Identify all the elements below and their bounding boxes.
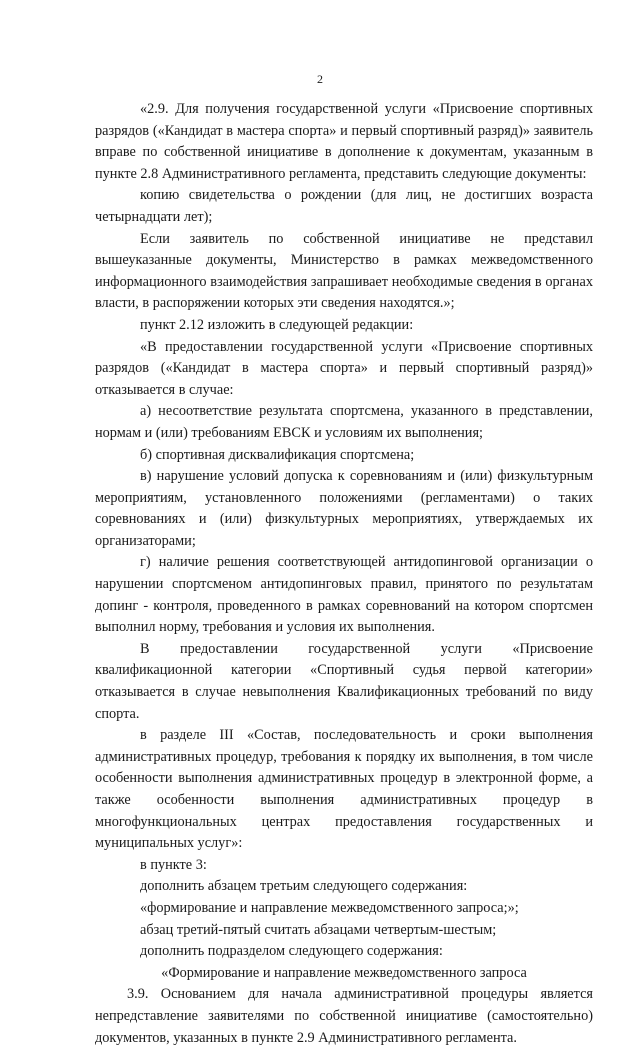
- paragraph: Если заявитель по собственной инициативе не представил вышеуказанные документы, Министерство в рамках межведомственного информационного взаимодействия запрашивает необходимые сведения в органах власти, в распоряжении которых эти сведения находятся.»;: [95, 230, 593, 312]
- document-body: [95, 99, 593, 1049]
- paragraph: в) нарушение условий допуска к соревнованиям и (или) физкультурным мероприятиям, установленного положениями (регламентами) о таких соревнованиях и (или) физкультурных мероприятиях, утверждаемых их организаторами;: [95, 468, 593, 549]
- paragraph: копию свидетельства о рождении (для лиц, не достигших возраста четырнадцати лет);: [95, 187, 593, 225]
- paragraph: «Формирование и направление межведомственного запроса: [161, 964, 527, 981]
- paragraph: дополнить подразделом следующего содержания:: [140, 943, 443, 960]
- paragraph: а) несоответствие результата спортсмена, указанного в представлении, нормам и (или) требованиям ЕВСК и условиям их выполнения;: [95, 403, 593, 441]
- paragraph: «формирование и направление межведомственного запроса;»;: [140, 899, 519, 916]
- paragraph: 3.9. Основанием для начала административной процедуры является непредставление заявителями по собственной инициативе (самостоятельно) документов, указанных в пункте 2.9 Административного регламента.: [95, 986, 593, 1046]
- paragraph: «2.9. Для получения государственной услуги «Присвоение спортивных разрядов («Кандидат в мастера спорта» и первый спортивный разряд)» заявитель вправе по собственной инициативе в дополнение к документам, указанным в пункте 2.8 Административного регламента, представить следующие документы:: [95, 101, 593, 182]
- paragraph: б) спортивная дисквалификация спортсмена;: [140, 446, 415, 463]
- paragraph: абзац третий-пятый считать абзацами четвертым-шестым;: [140, 921, 497, 938]
- paragraph: в разделе III «Состав, последовательность и сроки выполнения административных процедур, требования к порядку их выполнения, в том числе особенности выполнения административных процедур в электронной форме, а также особенности выполнения административных процедур в многофункциональных центрах предоставления государственных и муниципальных услуг»:: [95, 727, 593, 852]
- paragraph: В предоставлении государственной услуги «Присвоение квалификационной категории «Спортивный судья первой категории» отказывается в случае невыполнения Квалификационных требований по виду спорта.: [95, 640, 593, 722]
- paragraph: дополнить абзацем третьим следующего содержания:: [140, 878, 468, 895]
- page-number: 2: [317, 72, 323, 86]
- paragraph: г) наличие решения соответствующей антидопинговой организации о нарушении спортсменом антидопинговых правил, принятого по результатам допинг - контроля, проведенного в рамках соревнований на котором спортсмен выполнил норму, требования и условия их выполнения.: [95, 554, 593, 636]
- paragraph: «В предоставлении государственной услуги «Присвоение спортивных разрядов («Кандидат в мастера спорта» и первый спортивный разряд)» отказывается в случае:: [95, 338, 593, 398]
- paragraph: пункт 2.12 изложить в следующей редакции:: [140, 316, 414, 333]
- paragraph: в пункте 3:: [140, 856, 207, 873]
